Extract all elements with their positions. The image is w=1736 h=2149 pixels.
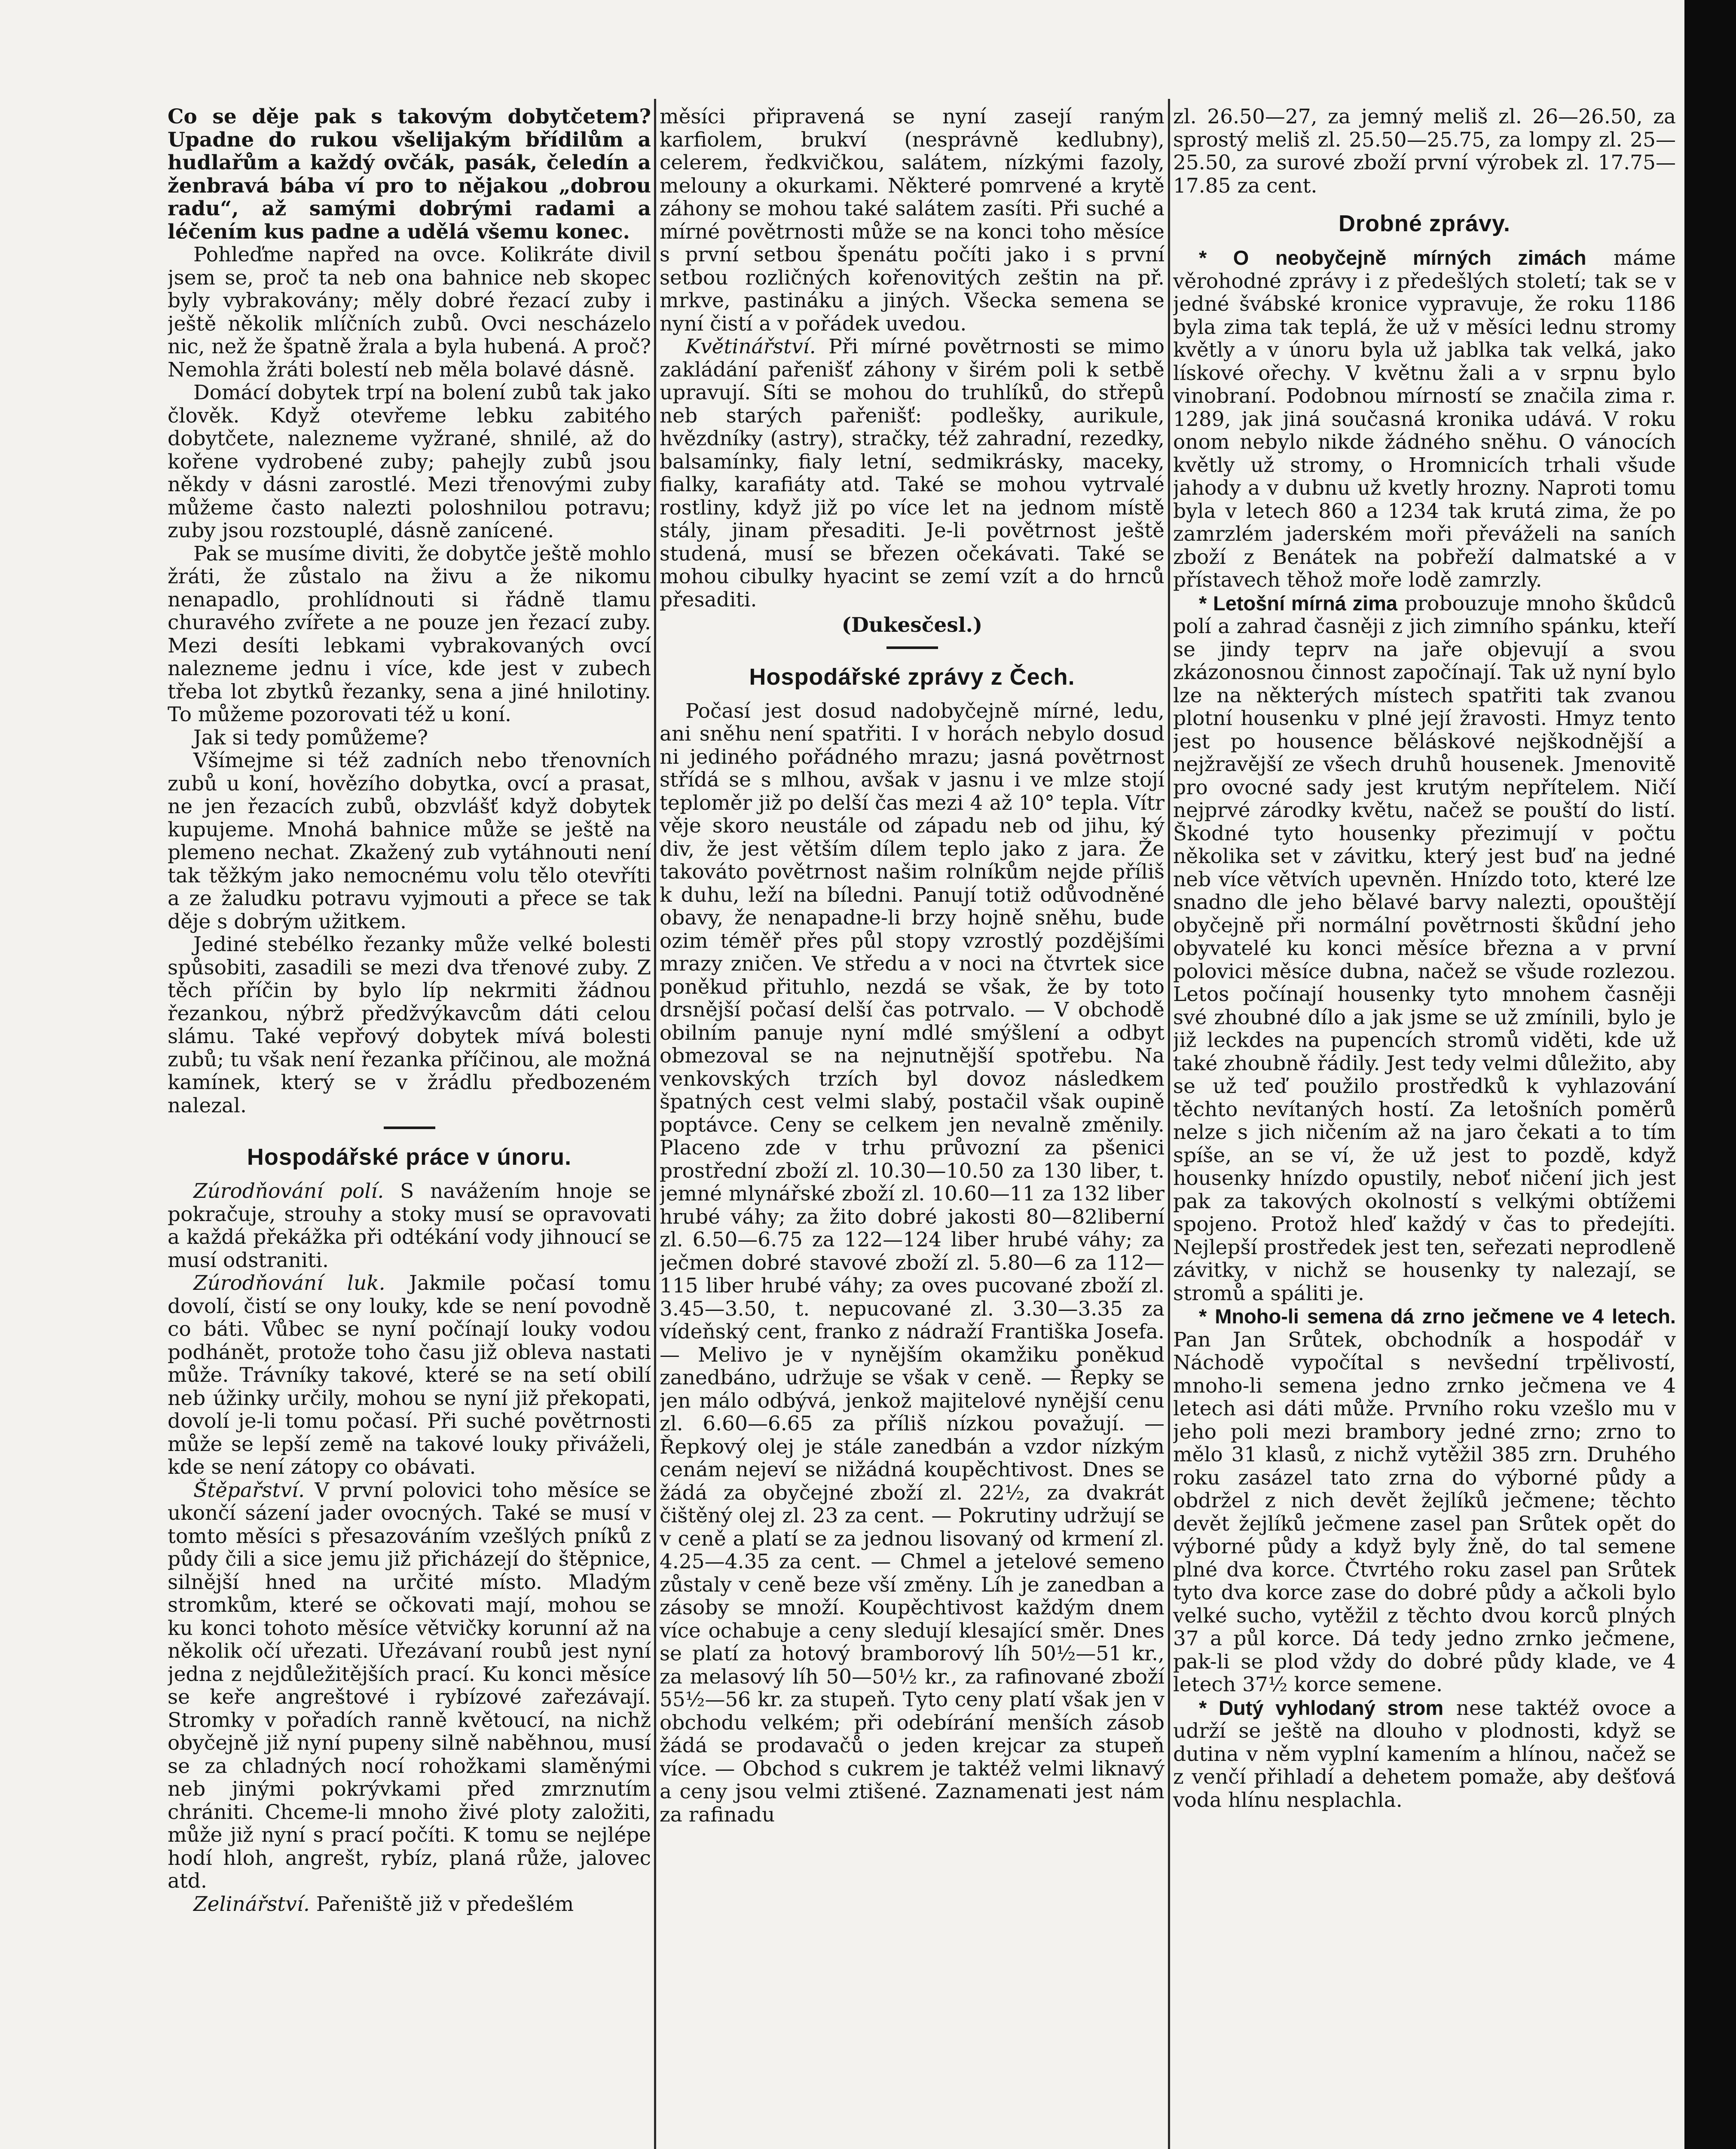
article-paragraph: měsíci připravená se nyní zasejí raným karfiolem, brukví (nesprávně kedlubny), celerem, ředkvičkou, salátem, nízkými fazoly, melouny a okurkami. Některé pomrvené a krytě záhony se mohou také salátem zasíti. Při suché a mírné povětrnosti může se na konci toho měsíce s první setbou špenátu počíti jako i s první setbou rozličných kořenovitých zeštin na př. mrkve, pastináku a jiných. Všecka semena se nyní čistí a v pořádek uvedou. xyxy=(660,105,1164,336)
section-text: V první polovici toho měsíce se ukončí sázení jader ovocných. Také se musí v tomto měsíci s přesazováním vzešlých pníků z půdy čili a sice jemu již přicházejí do štěpnice, silnější hned na určité místo. Mladým stromkům, které se očkovati mají, mohou se ku konci tohoto měsíce větvičky korunní až na několik očí uřezati. Uřezávaní roubů jest nyní jedna z nejdůležitějších prací. Ku konci měsíce se keře angreštové i rybízové zařezávají. Stromky v pořadích ranně květoucí, na nichž obyčejně již nyní pupeny silně naběhnou, musí se za chladných nocí rohožkami slaměnými neb jinými pokrývkami před zmrznutím chrániti. Chceme-li mnoho živé ploty založiti, může již nyní s prací počíti. K tomu se nejlépe hodí hloh, angrešt, rybíz, planá růže, jalovec atd. xyxy=(168,1478,651,1893)
section-divider xyxy=(886,646,938,649)
news-lead: * O neobyčejně mírných zimách xyxy=(1199,246,1586,269)
article-paragraph xyxy=(168,1893,651,1916)
section-lead: Štěpařství. xyxy=(193,1478,305,1502)
news-lead: * Letošní mírná zima xyxy=(1199,591,1398,615)
article-paragraph: zl. 26.50—27, za jemný meliš zl. 26—26.50, za sprostý meliš zl. 25.50—25.75, za lompy zl. 25—25.50, za surové zboží první výrobek zl. 17.75—17.85 za cent. xyxy=(1173,105,1676,198)
article-paragraph: Co se děje pak s takovým dobytčetem? Upadne do rukou všelijakým břídilům a hudlařům a každý ovčák, pasák, čeledín a ženbravá bába ví pro to nějakou „dobrou radu“, až samými dobrými radami a léčením kus padne a udělá všemu konec. xyxy=(168,105,651,244)
column-rule xyxy=(654,99,656,2149)
section-lead: Květinářství. xyxy=(685,335,816,358)
column-left xyxy=(168,105,651,2149)
article-paragraph: Všímejme si též zadních nebo třenovních zubů u koní, hovězího dobytka, ovcí a prasat, ne jen řezacích zubů, obzvlášť když dobytek kupujeme. Mnohá bahnice může se ještě na plemeno nechat. Zkažený zub vytáhnouti není tak těžkým jako nemocnému volu tělo otevříti a ze žaludku potravu vyjmouti a přece se tak děje s dobrým užitkem. xyxy=(168,749,651,934)
section-text: Při mírné povětrnosti se mimo zakládání pařenišť záhony v širém poli k setbě upravují. Síti se mohou do truhlíků, do střepů neb starých pařenišť: podlešky, aurikule, hvězdníky (astry), stračky, též zahradní, rezedky, balsamínky, fialy letní, sedmikrásky, maceky, fialky, karafiáty atd. Také se mohou vytrvalé rostliny, když již po více let na jednom místě stály, jinam přesaditi. Je-li povětrnost ještě studená, musí se březen očekávati. Také se mohou cibulky hyacint se zemí vzít a do hrnců přesaditi. xyxy=(660,335,1164,612)
article-paragraph xyxy=(168,1479,651,1893)
section-lead: Zúrodňování luk. xyxy=(193,1271,385,1295)
news-lead: * Mnoho-li semena dá zrno ječmene ve 4 letech. xyxy=(1199,1305,1676,1328)
news-text: Pan Jan Srůtek, obchodník a hospodář v Náchodě vypočítal s nevšední trpělivostí, mnoho-li semena jedno zrnko ječmena ve 4 letech asi dáti může. Prvního roku vzešlo mu v jeho poli mezi brambory jedné zrno; zrno to mělo 31 klasů, z nichž vytěžil 385 zrn. Druhého roku zasázel tato zrna do výborné půdy a obdržel z nich devět žejlíků ječmene; těchto devět žejlíků ječmene zasel pan Srůtek opět do výborné půdy a když byly žně, do tal semene plné dva korce. Čtvrtého roku zasel pan Srůtek tyto dva korce zase do dobré půdy a ačkoli bylo velké sucho, vytěžil z těchto dvou korců plných 37 a půl korce. Dá tedy jedno zrnko ječmene, pak-li se plod vždy do dobré půdy klade, ve 4 letech 37½ korce semene. xyxy=(1173,1328,1676,1696)
article-paragraph xyxy=(660,335,1164,611)
column-rule xyxy=(1168,99,1170,2149)
section-text: S navážením hnoje se pokračuje, strouhy a stoky musí se opravovati a každá překážka při odtékání vody jihnoucí se musí odstraniti. xyxy=(168,1179,651,1272)
news-text: máme věrohodné zprávy i z předešlých století; tak se v jedné švábské kronice vypravuje, že roku 1186 byla zima tak teplá, že už v měsíci lednu stromy květly a v únoru byla už jablka tak velká, jako lískové ořechy. V květnu žali a v srpnu bylo vinobraní. Podobnou mírností se značila zima r. 1289, jak jiná současná kronika udává. V roku onom nebylo nikde žádného sněhu. O vánocích květly už stromy, o Hromnicích trhali všude jahody a v dubnu už kvetly hrozny. Naproti tomu byla v letech 860 a 1234 tak krutá zima, že po zamrzlém jaderském moři převáželi na saních zboží z Benátek na pobřeží dalmatské a v přístavech těhož moře lodě zamrzly. xyxy=(1173,246,1676,592)
section-heading-short-news: Drobné zprávy. xyxy=(1338,211,1511,236)
section-lead: Zúrodňování polí. xyxy=(193,1179,384,1203)
article-paragraph xyxy=(168,1272,651,1479)
news-text: nese taktéž ovoce a udrží se ještě na dlouho v plodnosti, když se dutina v něm vyplní kamením a hlínou, načež se z venčí přihladí a dehetem pomaže, aby dešťová voda hlínu nesplachla. xyxy=(1173,1696,1676,1812)
section-lead: Zelinářství. xyxy=(193,1892,310,1916)
author-signature: (Dukesčesl.) xyxy=(841,613,983,637)
news-text: probouzuje mnoho škůdců polí a zahrad časněji z jich zimního spánku, kteří se jindy teprv na jaře objevují a svou zkázonosnou činnost započínají. Tak už nyní bylo lze na některých místech spatřiti tak zvanou plotní housenku v plné její žravosti. Hmyz tento jest po housence běláskové nejškodnější a nejžravější ze všech druhů housenek. Jmenovitě pro ovocné sady jest krutým nepřítelem. Ničí nejprvé zárodky květu, načež se pouští do listí. Škodné tyto housenky přezimují v počtu několika set v závitku, který jest buď na jedné neb více větvích upevněn. Hnízdo toto, které lze snadno dle jeho bělavé barvy nalezti, opouštějí obyčejně při normální povětrnosti škůdní jeho obyvatelé ku konci měsíce března a v první polovici měsíce dubna, načež se všude rozlezou. Letos počínají housenky tyto mnohem časněji své zhoubné dílo a jak jsme se už zmínili, bylo je již leckdes na pupencích stromů viděti, kde už také zhoubně řádily. Jest tedy velmi důležito, aby se už teď použilo prostředků k vyhlazování těchto nevítaných hostí. Za letošních poměrů nelze s jich ničením až na jaro čekati a to tím spíše, an se ví, že už jest to pozdě, když housenky hnízdo opustily, neboť ničení jich jest pak za takových okolností s velkými obtížemi spojeno. Protož hleď každý v čas to předejíti. Nejlepší prostředek jest ten, seřezati neprodleně závitky, v nichž se housenky ty nalezají, se stromů a spáliti je. xyxy=(1173,591,1676,1305)
column-middle xyxy=(660,105,1164,2149)
section-text: Jakmile počasí tomu dovolí, čistí se ony louky, kde se není povodně co báti. Vůbec se nyní počínají louky vodou podhánět, protože toho času již obleva nastati může. Trávníky takové, které se na setí obilí neb úžinky určily, mohou se nyní již překopati, dovolí je-li tomu počasí. Při suché povětrnosti může se lepší země na takové louky přiváželi, kde se není zátopy co obávati. xyxy=(168,1271,651,1479)
article-paragraph: Domácí dobytek trpí na bolení zubů tak jako člověk. Když otevřeme lebku zabitého dobytčete, nalezneme vyžrané, shnilé, až do kořene vydrobené zuby; pahejly zubů jsou někdy v dásni zarostlé. Mezi třenovými zuby můžeme často nalezti poloshnilou potravu; zuby jsou rozstouplé, dásně zanícené. xyxy=(168,381,651,542)
news-item xyxy=(1173,1305,1676,1696)
section-divider xyxy=(384,1127,435,1129)
article-paragraph: Pohleďme napřed na ovce. Kolikráte divil jsem se, proč ta neb ona bahnice neb skopec byly vybrakovány; měly dobré řezací zuby i ještě několik mlíčních zubů. Ovci nescházelo nic, než že špatně žrala a byla hubená. A proč? Nemohla žráti bolestí neb měla bolavé dásně. xyxy=(168,243,651,382)
article-paragraph: Jak si tedy pomůžeme? xyxy=(193,726,428,750)
news-lead: * Dutý vyhlodaný strom xyxy=(1199,1696,1444,1719)
column-right xyxy=(1173,105,1676,2149)
article-paragraph: Počasí jest dosud nadobyčejně mírné, ledu, ani sněhu není spatřiti. I v horách nebylo dosud ni jediného pořádného mrazu; jasná povětrnost střídá se s mlhou, avšak v jasnu i ve mlze stojí teploměr již po delší čas mezi 4 až 10° tepla. Vítr věje skoro neustále od západu neb od jihu, ký div, že jest větším dílem teplo jako z jara. Že takováto povětrnost našim rolníkům nejde příliš k duhu, leží na bíledni. Panují totiž odůvodněné obavy, že nenapadne-li brzy hojně sněhu, bude ozim téměř přes půl stopy vzrostlý pozdějšími mrazy zničen. Ve středu a v noci na čtvrtek sice poněkud přituhlo, nezdá se však, že by toto drsnější počasí delší čas potrvalo. — V obchodě obilním panuje nyní mdlé smýšlení a odbyt obmezoval se na nejnutnější spotřebu. Na venkovských trzích byl dovoz následkem špatných cest velmi slabý, postačil však oupině poptávce. Ceny se celkem jen nevalně změnily. Placeno zde v trhu průvozní za pšenici prostřední zboží zl. 10.30—10.50 za 130 liber, t. jemné mlynářské zboží zl. 10.60—11 za 132 liber hrubé váhy; za žito dobré jakosti 80—82liberní zl. 6.50—6.75 za 122—124 liber hrubé váhy; za ječmen dobré stavové zboží zl. 5.80—6 za 112—115 liber hrubé váhy; za oves pucované zboží zl. 3.45—3.50, t. nepucované zl. 3.30—3.35 za vídeňský cent, franko z nádraží Františka Josefa. — Melivo je v nynějším okamžiku poněkud zanedbáno, udržuje se však v ceně. — Řepky se jen málo odbývá, jenkož majitelové nynější cenu zl. 6.60—6.65 za příliš nízkou považují. — Řepkový olej je stále zanedbán a vzdor nízkým cenám nejeví se nižádná koupěchtivost. Dnes se žádá za obyčejné zboží zl. 22½, za dvakrát čištěný olej zl. 23 za cent. — Pokrutiny udržují se v ceně a platí se za jednou lisovaný od krmení zl. 4.25—4.35 za cent. — Chmel a jetelové semeno zůstaly v ceně beze vší změny. Líh je zanedban a zásoby se množí. Koupěchtivost každým dnem více ochabuje a ceny sledují klesající směr. Dnes se platí za hotový bramborový líh 50½—51 kr., za melasový líh 50—50½ kr., za rafinované zboží 55½—56 kr. za stupeň. Tyto ceny platí však jen v obchodu velkém; při odebírání menších zásob žádá se prodavačů o jeden krejcar za stupeň více. — Obchod s cukrem je taktéž velmi liknavý a ceny jsou velmi ztišené. Zaznamenati jest nám za rafinadu xyxy=(660,699,1164,1827)
article-paragraph: Jediné stebélko řezanky může velké bolesti spůsobiti, zasadili se mezi dva třenové zuby. Z těch příčin by bylo líp nekrmiti žádnou řezankou, nýbrž předžvýkavcům dáti celou slámu. Také vepřový dobytek mívá bolesti zubů; tu však není řezanka příčinou, ale možná kamínek, který se v žrádlu předbozeném nalezal. xyxy=(168,933,651,1117)
section-heading-feb-work: Hospodářské práce v únoru. xyxy=(247,1144,572,1170)
scan-edge xyxy=(1684,0,1736,2149)
article-paragraph xyxy=(168,1180,651,1272)
news-item xyxy=(1173,246,1676,592)
section-text: Pařeniště již v předešlém xyxy=(309,1892,574,1916)
news-item xyxy=(1173,592,1676,1305)
news-item xyxy=(1173,1696,1676,1812)
article-paragraph: Pak se musíme diviti, že dobytče ještě mohlo žráti, že zůstalo na živu a že nikomu nenapadlo, prohlídnouti si řádně tlamu churavého zvířete a ne pouze jen řezací zuby. Mezi desíti lebkami vybrakovaných ovcí nalezneme jednu i více, kde jest v zubech třeba lot zbytků řezanky, sena a jiné hnilotiny. To můžeme pozorovati též u koní. xyxy=(168,542,651,726)
section-heading-news-bohemia: Hospodářské zprávy z Čech. xyxy=(749,664,1075,690)
